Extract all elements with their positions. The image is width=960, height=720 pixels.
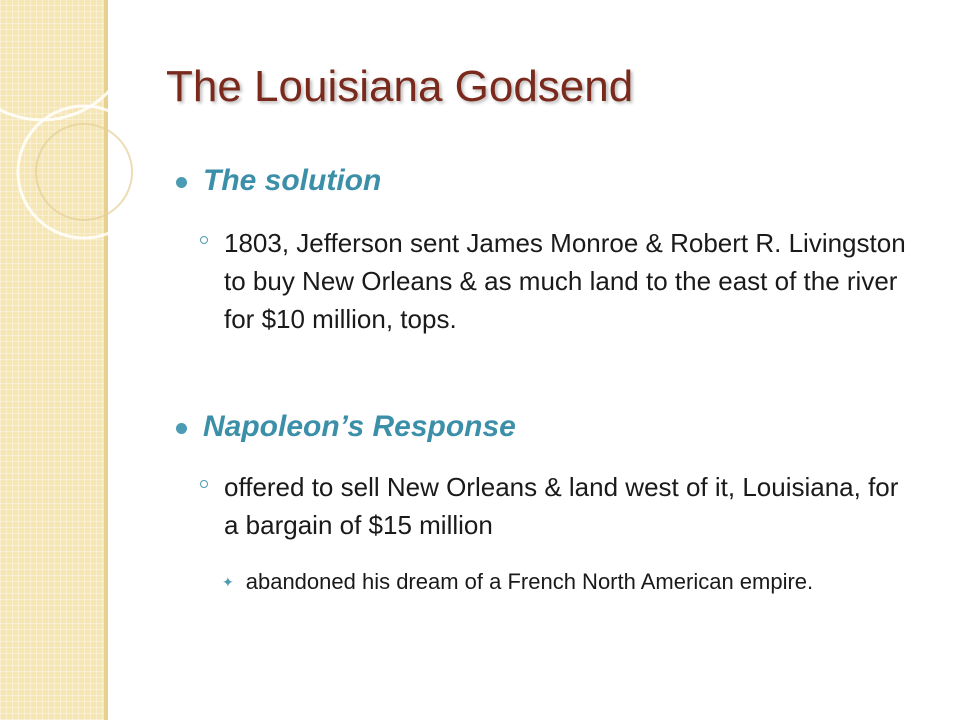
- bullet-text: offered to sell New Orleans & land west of it, Louisiana, for a bargain of $15 million: [224, 472, 899, 540]
- bullet-ring-icon: [200, 236, 208, 244]
- section-heading-row: [176, 164, 381, 198]
- section-heading: The solution: [203, 164, 382, 197]
- bullet-dot-icon: [176, 177, 187, 188]
- sub-bullet-item: [222, 566, 922, 598]
- bullet-item: [200, 468, 920, 544]
- sub-bullet-text: abandoned his dream of a French North American empire.: [245, 569, 814, 594]
- bullet-text: 1803, Jefferson sent James Monroe & Robert R. Livingston to buy New Orleans & as much land to the east of the river for $10 million, tops.: [224, 228, 906, 334]
- bullet-ring-icon: [200, 480, 208, 488]
- section-heading-row: [176, 410, 516, 444]
- bullet-dot-icon: [176, 423, 187, 434]
- slide-title: The Louisiana Godsend: [166, 62, 634, 111]
- section-heading: Napoleon’s Response: [203, 410, 516, 443]
- sub-bullet-star-icon: ✦: [222, 574, 234, 590]
- bullet-item: [200, 224, 920, 338]
